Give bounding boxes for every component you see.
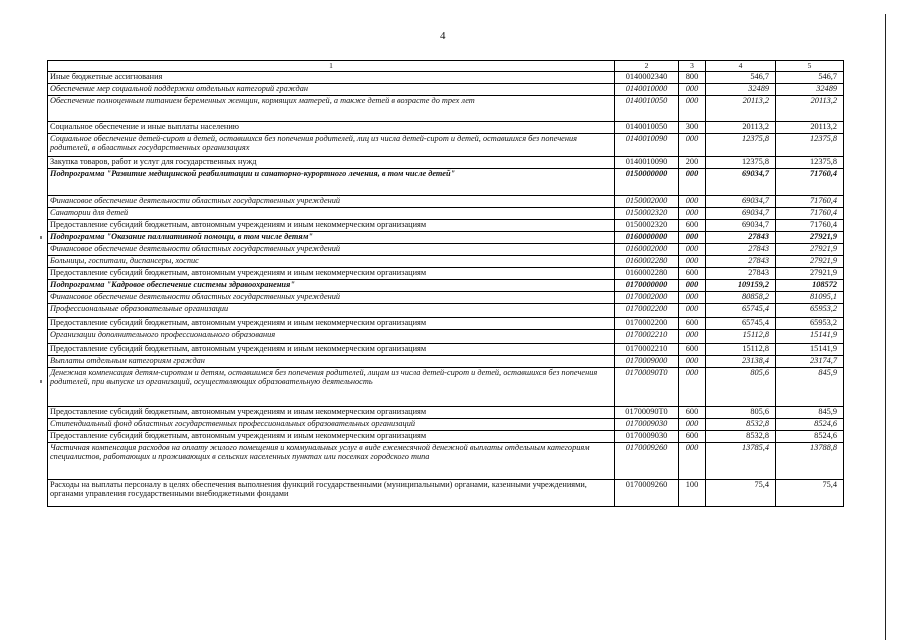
row-value-year-2: 81095,1: [776, 291, 844, 303]
row-expense-type: 100: [679, 479, 706, 506]
row-value-year-2: 75,4: [776, 479, 844, 506]
row-code: 0140010050: [615, 95, 679, 121]
table-row: [48, 279, 844, 291]
table-row: [48, 442, 844, 479]
row-code: 0170009260: [615, 479, 679, 506]
row-name: Организации дополнительного профессионального образования: [48, 329, 615, 343]
row-value-year-2: 27921,9: [776, 231, 844, 243]
table-row: [48, 355, 844, 367]
row-expense-type: 600: [679, 267, 706, 279]
row-value-year-1: 109159,2: [706, 279, 776, 291]
table-row: [48, 243, 844, 255]
row-value-year-2: 20113,2: [776, 121, 844, 133]
table-row: [48, 255, 844, 267]
row-value-year-1: 805,6: [706, 367, 776, 406]
column-header: 5: [776, 61, 844, 72]
row-code: 0160002280: [615, 255, 679, 267]
row-code: 0160002280: [615, 267, 679, 279]
row-value-year-1: 80858,2: [706, 291, 776, 303]
table-row: [48, 317, 844, 329]
row-value-year-2: 8524,6: [776, 430, 844, 442]
row-code: 0150002320: [615, 207, 679, 219]
row-name: Социальное обеспечение детей-сирот и детей, оставшихся без попечения родителей, лиц из числа детей-сирот и детей, оставшихся без попечения родителей, в областных государственных организациях: [48, 133, 615, 156]
row-name: Обеспечение мер социальной поддержки отдельных категорий граждан: [48, 83, 615, 95]
right-edge-rule: [885, 14, 886, 640]
row-value-year-2: 23174,7: [776, 355, 844, 367]
column-header: 2: [615, 61, 679, 72]
row-code: 0170009260: [615, 442, 679, 479]
row-value-year-1: 805,6: [706, 406, 776, 418]
row-name: Предоставление субсидий бюджетным, автономным учреждениям и иным некоммерческим организациям: [48, 406, 615, 418]
table-row: [48, 303, 844, 317]
row-code: 0140010090: [615, 156, 679, 168]
row-name: Подпрограмма "Оказание паллиативной помощи, в том числе детям": [48, 231, 615, 243]
row-name: Обеспечение полноценным питанием беременных женщин, кормящих матерей, а также детей в возрасте до трех лет: [48, 95, 615, 121]
row-expense-type: 000: [679, 303, 706, 317]
row-expense-type: 000: [679, 207, 706, 219]
row-name: Финансовое обеспечение деятельности областных государственных учреждений: [48, 243, 615, 255]
row-expense-type: 000: [679, 168, 706, 195]
table-row: [48, 95, 844, 121]
row-value-year-2: 13788,8: [776, 442, 844, 479]
row-value-year-2: 8524,6: [776, 418, 844, 430]
row-code: 0170009000: [615, 355, 679, 367]
row-expense-type: 000: [679, 442, 706, 479]
table-row: [48, 83, 844, 95]
row-value-year-1: 20113,2: [706, 121, 776, 133]
row-code: 0170000000: [615, 279, 679, 291]
row-name: Предоставление субсидий бюджетным, автономным учреждениям и иным некоммерческим организациям: [48, 343, 615, 355]
table-row: [48, 168, 844, 195]
row-name: Предоставление субсидий бюджетным, автономным учреждениям и иным некоммерческим организациям: [48, 267, 615, 279]
row-code: 0140002340: [615, 71, 679, 83]
budget-table: [47, 60, 844, 507]
row-value-year-2: 845,9: [776, 367, 844, 406]
row-name: Закупка товаров, работ и услуг для государственных нужд: [48, 156, 615, 168]
row-value-year-1: 69034,7: [706, 195, 776, 207]
row-expense-type: 000: [679, 195, 706, 207]
table-row: [48, 71, 844, 83]
table-row: [48, 479, 844, 506]
table-row: [48, 418, 844, 430]
table-row: [48, 291, 844, 303]
row-value-year-2: 27921,9: [776, 255, 844, 267]
row-value-year-2: 15141,9: [776, 343, 844, 355]
row-code: 0170002210: [615, 329, 679, 343]
table-row: [48, 406, 844, 418]
table-row: [48, 231, 844, 243]
row-value-year-1: 65745,4: [706, 303, 776, 317]
row-name: Предоставление субсидий бюджетным, автономным учреждениям и иным некоммерческим организациям: [48, 317, 615, 329]
row-code: 0140010050: [615, 121, 679, 133]
row-value-year-2: 71760,4: [776, 207, 844, 219]
row-expense-type: 600: [679, 406, 706, 418]
row-value-year-2: 65953,2: [776, 317, 844, 329]
row-value-year-1: 15112,8: [706, 343, 776, 355]
row-value-year-1: 13785,4: [706, 442, 776, 479]
row-value-year-2: 108572: [776, 279, 844, 291]
row-code: 0150002000: [615, 195, 679, 207]
row-name: Предоставление субсидий бюджетным, автономным учреждениям и иным некоммерческим организациям: [48, 430, 615, 442]
row-value-year-2: 32489: [776, 83, 844, 95]
table-row: [48, 267, 844, 279]
row-expense-type: 000: [679, 255, 706, 267]
row-expense-type: 000: [679, 133, 706, 156]
row-code: 0140010090: [615, 133, 679, 156]
table-row: [48, 195, 844, 207]
row-value-year-1: 27843: [706, 267, 776, 279]
row-code: 0170002200: [615, 303, 679, 317]
row-value-year-2: 12375,8: [776, 156, 844, 168]
row-value-year-1: 27843: [706, 243, 776, 255]
table-row: [48, 343, 844, 355]
row-code: 0170009030: [615, 430, 679, 442]
table-row: [48, 367, 844, 406]
row-value-year-2: 71760,4: [776, 168, 844, 195]
column-header: 1: [48, 61, 615, 72]
row-name: Иные бюджетные ассигнования: [48, 71, 615, 83]
row-name: Стипендиальный фонд областных государственных профессиональных образовательных организаций: [48, 418, 615, 430]
row-name: Финансовое обеспечение деятельности областных государственных учреждений: [48, 195, 615, 207]
row-value-year-1: 69034,7: [706, 168, 776, 195]
margin-tick: [40, 380, 42, 383]
row-expense-type: 600: [679, 343, 706, 355]
row-expense-type: 000: [679, 291, 706, 303]
table-row: [48, 207, 844, 219]
row-code: 0150002320: [615, 219, 679, 231]
row-value-year-1: 75,4: [706, 479, 776, 506]
row-value-year-1: 65745,4: [706, 317, 776, 329]
row-code: 0150000000: [615, 168, 679, 195]
row-value-year-2: 15141,9: [776, 329, 844, 343]
row-code: 0170002200: [615, 317, 679, 329]
row-value-year-1: 12375,8: [706, 133, 776, 156]
row-code: 0170009030: [615, 418, 679, 430]
row-expense-type: 000: [679, 418, 706, 430]
row-expense-type: 000: [679, 243, 706, 255]
row-name: Больницы, госпитали, диспансеры, хоспис: [48, 255, 615, 267]
row-value-year-2: 27921,9: [776, 243, 844, 255]
row-name: Предоставление субсидий бюджетным, автономным учреждениям и иным некоммерческим организациям: [48, 219, 615, 231]
row-value-year-2: 27921,9: [776, 267, 844, 279]
row-value-year-2: 12375,8: [776, 133, 844, 156]
row-value-year-2: 71760,4: [776, 195, 844, 207]
row-name: Денежная компенсация детям-сиротам и детям, оставшимся без попечения родителей, лицам из числа детей-сирот и детей, оставшихся без попечения родителей, при выпуске из организаций, осуществляющих образовательную деятельность: [48, 367, 615, 406]
row-value-year-1: 15112,8: [706, 329, 776, 343]
row-value-year-1: 32489: [706, 83, 776, 95]
row-code: 0140010000: [615, 83, 679, 95]
row-expense-type: 800: [679, 71, 706, 83]
row-expense-type: 000: [679, 355, 706, 367]
row-code: 01700090Т0: [615, 367, 679, 406]
table-row: [48, 121, 844, 133]
row-name: Подпрограмма "Развитие медицинской реабилитации и санаторно-курортного лечения, в том числе детей": [48, 168, 615, 195]
row-value-year-1: 8532,8: [706, 418, 776, 430]
row-expense-type: 000: [679, 279, 706, 291]
table-row: [48, 329, 844, 343]
table-row: [48, 219, 844, 231]
row-expense-type: 000: [679, 95, 706, 121]
row-value-year-1: 20113,2: [706, 95, 776, 121]
row-name: Расходы на выплаты персоналу в целях обеспечения выполнения функций государственными (муниципальными) органами, казенными учреждениями, органами управления государственными внебюджетными фондами: [48, 479, 615, 506]
row-expense-type: 600: [679, 430, 706, 442]
row-value-year-1: 546,7: [706, 71, 776, 83]
margin-tick: [40, 236, 42, 239]
row-expense-type: 300: [679, 121, 706, 133]
row-value-year-1: 27843: [706, 255, 776, 267]
row-name: Профессиональные образовательные организации: [48, 303, 615, 317]
row-expense-type: 000: [679, 231, 706, 243]
row-name: Финансовое обеспечение деятельности областных государственных учреждений: [48, 291, 615, 303]
row-value-year-2: 546,7: [776, 71, 844, 83]
row-value-year-2: 71760,4: [776, 219, 844, 231]
row-name: Подпрограмма "Кадровое обеспечение системы здравоохранения": [48, 279, 615, 291]
row-value-year-2: 65953,2: [776, 303, 844, 317]
row-code: 0160002000: [615, 243, 679, 255]
row-code: 0170002210: [615, 343, 679, 355]
row-name: Выплаты отдельным категориям граждан: [48, 355, 615, 367]
row-value-year-2: 845,9: [776, 406, 844, 418]
column-header: 4: [706, 61, 776, 72]
row-value-year-1: 8532,8: [706, 430, 776, 442]
column-header: 3: [679, 61, 706, 72]
row-name: Социальное обеспечение и иные выплаты населению: [48, 121, 615, 133]
row-expense-type: 000: [679, 367, 706, 406]
row-expense-type: 000: [679, 329, 706, 343]
table-row: [48, 430, 844, 442]
row-name: Частичная компенсация расходов на оплату жилого помещения и коммунальных услуг в виде ежемесячной денежной выплаты отдельным категориям специалистов, работающих и проживающих в сельских населенных пунктах или поселках городского типа: [48, 442, 615, 479]
row-expense-type: 600: [679, 219, 706, 231]
row-code: 0170002000: [615, 291, 679, 303]
row-value-year-1: 23138,4: [706, 355, 776, 367]
row-value-year-1: 12375,8: [706, 156, 776, 168]
table-row: [48, 133, 844, 156]
row-name: Санатории для детей: [48, 207, 615, 219]
page-number: 4: [440, 30, 446, 42]
row-value-year-1: 27843: [706, 231, 776, 243]
row-expense-type: 000: [679, 83, 706, 95]
row-expense-type: 600: [679, 317, 706, 329]
table-row: [48, 156, 844, 168]
row-expense-type: 200: [679, 156, 706, 168]
row-value-year-2: 20113,2: [776, 95, 844, 121]
row-code: 0160000000: [615, 231, 679, 243]
table-header-row: [48, 61, 844, 72]
row-value-year-1: 69034,7: [706, 207, 776, 219]
row-code: 01700090Т0: [615, 406, 679, 418]
row-value-year-1: 69034,7: [706, 219, 776, 231]
